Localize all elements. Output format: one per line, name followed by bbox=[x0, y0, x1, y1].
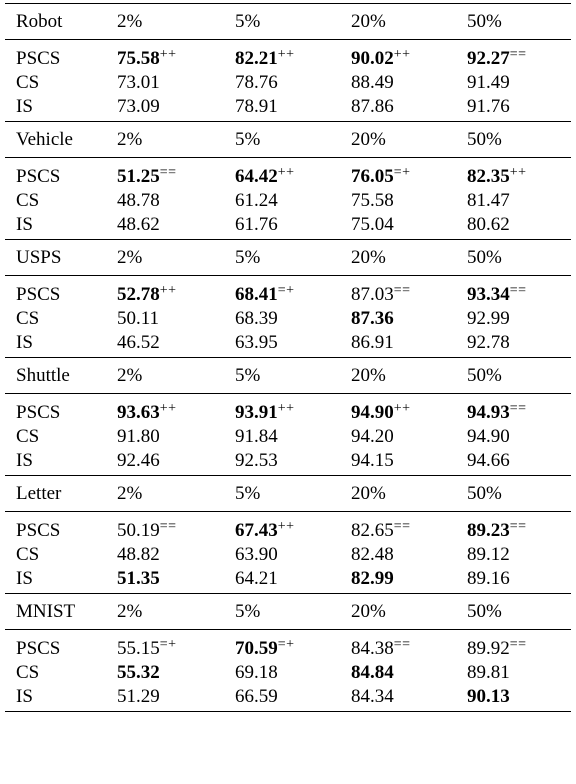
column-header: 50% bbox=[467, 601, 502, 622]
column-header: 2% bbox=[117, 247, 143, 268]
value-cell bbox=[231, 402, 349, 422]
table-row bbox=[5, 330, 571, 354]
column-header: 50% bbox=[467, 365, 502, 386]
cell-value: 67.43 bbox=[235, 520, 278, 541]
column-header: 2% bbox=[117, 11, 143, 32]
cell-value: 92.53 bbox=[235, 449, 278, 471]
method-name: IS bbox=[16, 449, 33, 471]
value-cell bbox=[349, 569, 467, 588]
value-cell bbox=[467, 97, 571, 116]
dataset-name: Robot bbox=[16, 11, 63, 32]
significance-marker: ++ bbox=[277, 47, 295, 62]
column-header: 20% bbox=[351, 483, 386, 504]
column-header: 20% bbox=[351, 247, 386, 268]
cell-value: 87.36 bbox=[351, 307, 394, 329]
cell-value: 84.38 bbox=[351, 638, 394, 659]
table-row bbox=[5, 46, 571, 70]
value-cell bbox=[113, 569, 231, 588]
section-header-row bbox=[5, 122, 571, 158]
significance-marker: == bbox=[509, 401, 527, 416]
significance-marker: ++ bbox=[277, 519, 295, 534]
cell-value: 92.78 bbox=[467, 331, 510, 353]
cell-value: 63.95 bbox=[235, 331, 278, 353]
value-cell bbox=[349, 663, 467, 682]
value-cell bbox=[231, 638, 349, 658]
value-cell bbox=[467, 520, 571, 540]
table-row bbox=[5, 636, 571, 660]
cell-value: 69.18 bbox=[235, 661, 278, 683]
value-cell bbox=[113, 402, 231, 422]
cell-value: 84.34 bbox=[351, 685, 394, 707]
method-name: IS bbox=[16, 213, 33, 235]
cell-value: 94.93 bbox=[467, 402, 510, 423]
value-cell bbox=[231, 284, 349, 304]
value-cell bbox=[113, 545, 231, 564]
value-cell bbox=[467, 333, 571, 352]
dataset-section bbox=[5, 240, 571, 358]
cell-value: 93.91 bbox=[235, 402, 278, 423]
value-cell bbox=[467, 284, 571, 304]
value-cell bbox=[113, 427, 231, 446]
cell-value: 64.42 bbox=[235, 166, 278, 187]
cell-value: 55.32 bbox=[117, 661, 160, 683]
cell-value: 87.86 bbox=[351, 95, 394, 117]
dataset-section bbox=[5, 4, 571, 122]
cell-value: 73.09 bbox=[117, 95, 160, 117]
value-cell bbox=[231, 215, 349, 234]
cell-value: 94.90 bbox=[467, 425, 510, 447]
cell-value: 94.20 bbox=[351, 425, 394, 447]
cell-value: 75.58 bbox=[117, 48, 160, 69]
value-cell bbox=[113, 638, 231, 658]
table-row bbox=[5, 400, 571, 424]
column-header: 5% bbox=[235, 601, 261, 622]
column-header: 5% bbox=[235, 129, 261, 150]
table-row bbox=[5, 518, 571, 542]
significance-marker: =+ bbox=[393, 165, 411, 180]
value-cell bbox=[349, 309, 467, 328]
cell-value: 89.23 bbox=[467, 520, 510, 541]
value-cell bbox=[467, 663, 571, 682]
cell-value: 78.91 bbox=[235, 95, 278, 117]
column-header: 5% bbox=[235, 483, 261, 504]
value-cell bbox=[231, 97, 349, 116]
value-cell bbox=[231, 545, 349, 564]
value-cell bbox=[113, 191, 231, 210]
cell-value: 90.02 bbox=[351, 48, 394, 69]
method-name: CS bbox=[16, 425, 40, 447]
value-cell bbox=[113, 97, 231, 116]
dataset-section bbox=[5, 594, 571, 711]
value-cell bbox=[113, 451, 231, 470]
section-body bbox=[5, 512, 571, 593]
cell-value: 89.81 bbox=[467, 661, 510, 683]
value-cell bbox=[467, 569, 571, 588]
significance-marker: =+ bbox=[159, 637, 177, 652]
cell-value: 61.76 bbox=[235, 213, 278, 235]
section-body bbox=[5, 394, 571, 475]
cell-value: 89.92 bbox=[467, 638, 510, 659]
method-name: PSCS bbox=[16, 519, 61, 541]
method-name: IS bbox=[16, 567, 33, 589]
cell-value: 48.78 bbox=[117, 189, 160, 211]
value-cell bbox=[349, 687, 467, 706]
cell-value: 66.59 bbox=[235, 685, 278, 707]
value-cell bbox=[349, 427, 467, 446]
cell-value: 82.35 bbox=[467, 166, 510, 187]
cell-value: 63.90 bbox=[235, 543, 278, 565]
value-cell bbox=[231, 427, 349, 446]
value-cell bbox=[467, 73, 571, 92]
significance-marker: == bbox=[393, 637, 411, 652]
value-cell bbox=[113, 166, 231, 186]
cell-value: 89.12 bbox=[467, 543, 510, 565]
value-cell bbox=[231, 520, 349, 540]
cell-value: 76.05 bbox=[351, 166, 394, 187]
table-row bbox=[5, 448, 571, 472]
column-header: 5% bbox=[235, 11, 261, 32]
value-cell bbox=[113, 520, 231, 540]
value-cell bbox=[349, 191, 467, 210]
cell-value: 91.49 bbox=[467, 71, 510, 93]
dataset-section bbox=[5, 358, 571, 476]
method-name: CS bbox=[16, 71, 40, 93]
significance-marker: == bbox=[159, 519, 177, 534]
method-name: PSCS bbox=[16, 283, 61, 305]
significance-marker: ++ bbox=[393, 47, 411, 62]
value-cell bbox=[231, 191, 349, 210]
method-name: IS bbox=[16, 331, 33, 353]
significance-marker: ++ bbox=[159, 47, 177, 62]
cell-value: 91.84 bbox=[235, 425, 278, 447]
value-cell bbox=[467, 215, 571, 234]
cell-value: 93.63 bbox=[117, 402, 160, 423]
cell-value: 92.27 bbox=[467, 48, 510, 69]
value-cell bbox=[231, 48, 349, 68]
value-cell bbox=[467, 166, 571, 186]
dataset-section bbox=[5, 122, 571, 240]
method-name: CS bbox=[16, 661, 40, 683]
method-name: CS bbox=[16, 543, 40, 565]
column-header: 20% bbox=[351, 129, 386, 150]
significance-marker: ++ bbox=[509, 165, 527, 180]
significance-marker: == bbox=[509, 283, 527, 298]
cell-value: 51.35 bbox=[117, 567, 160, 589]
cell-value: 51.29 bbox=[117, 685, 160, 707]
cell-value: 48.62 bbox=[117, 213, 160, 235]
cell-value: 80.62 bbox=[467, 213, 510, 235]
value-cell bbox=[349, 215, 467, 234]
dataset-name: USPS bbox=[16, 247, 62, 268]
column-header: 20% bbox=[351, 11, 386, 32]
cell-value: 78.76 bbox=[235, 71, 278, 93]
section-header-row bbox=[5, 240, 571, 276]
dataset-name: MNIST bbox=[16, 601, 76, 622]
dataset-name: Shuttle bbox=[16, 365, 70, 386]
value-cell bbox=[113, 48, 231, 68]
table-row bbox=[5, 94, 571, 118]
value-cell bbox=[231, 73, 349, 92]
value-cell bbox=[113, 73, 231, 92]
cell-value: 75.58 bbox=[351, 189, 394, 211]
value-cell bbox=[349, 520, 467, 540]
method-name: CS bbox=[16, 307, 40, 329]
cell-value: 55.15 bbox=[117, 638, 160, 659]
table-row bbox=[5, 306, 571, 330]
significance-marker: ++ bbox=[159, 401, 177, 416]
table-row bbox=[5, 660, 571, 684]
value-cell bbox=[113, 333, 231, 352]
table-row bbox=[5, 542, 571, 566]
dataset-name: Vehicle bbox=[16, 129, 73, 150]
method-name: PSCS bbox=[16, 401, 61, 423]
table-row bbox=[5, 684, 571, 708]
column-header: 50% bbox=[467, 247, 502, 268]
section-body bbox=[5, 276, 571, 357]
cell-value: 91.76 bbox=[467, 95, 510, 117]
table-row bbox=[5, 164, 571, 188]
value-cell bbox=[349, 402, 467, 422]
significance-marker: ++ bbox=[277, 165, 295, 180]
cell-value: 82.48 bbox=[351, 543, 394, 565]
significance-marker: == bbox=[159, 165, 177, 180]
significance-marker: ++ bbox=[393, 401, 411, 416]
table-row bbox=[5, 212, 571, 236]
significance-marker: ++ bbox=[159, 283, 177, 298]
value-cell bbox=[349, 333, 467, 352]
significance-marker: =+ bbox=[277, 637, 295, 652]
value-cell bbox=[349, 73, 467, 92]
value-cell bbox=[113, 687, 231, 706]
section-header-row bbox=[5, 476, 571, 512]
significance-marker: == bbox=[509, 519, 527, 534]
table-row bbox=[5, 424, 571, 448]
cell-value: 87.03 bbox=[351, 284, 394, 305]
value-cell bbox=[113, 309, 231, 328]
method-name: PSCS bbox=[16, 47, 61, 69]
cell-value: 46.52 bbox=[117, 331, 160, 353]
cell-value: 75.04 bbox=[351, 213, 394, 235]
significance-marker: ++ bbox=[277, 401, 295, 416]
cell-value: 51.25 bbox=[117, 166, 160, 187]
column-header: 50% bbox=[467, 129, 502, 150]
section-header-row bbox=[5, 594, 571, 630]
value-cell bbox=[349, 166, 467, 186]
column-header: 5% bbox=[235, 365, 261, 386]
section-header-row bbox=[5, 358, 571, 394]
cell-value: 52.78 bbox=[117, 284, 160, 305]
value-cell bbox=[467, 309, 571, 328]
value-cell bbox=[467, 451, 571, 470]
cell-value: 68.39 bbox=[235, 307, 278, 329]
cell-value: 48.82 bbox=[117, 543, 160, 565]
cell-value: 68.41 bbox=[235, 284, 278, 305]
cell-value: 94.90 bbox=[351, 402, 394, 423]
dataset-name: Letter bbox=[16, 483, 62, 504]
table-row bbox=[5, 282, 571, 306]
cell-value: 82.21 bbox=[235, 48, 278, 69]
significance-marker: == bbox=[509, 47, 527, 62]
value-cell bbox=[231, 687, 349, 706]
value-cell bbox=[113, 663, 231, 682]
value-cell bbox=[467, 545, 571, 564]
method-name: PSCS bbox=[16, 637, 61, 659]
cell-value: 84.84 bbox=[351, 661, 394, 683]
value-cell bbox=[231, 309, 349, 328]
value-cell bbox=[113, 284, 231, 304]
cell-value: 50.11 bbox=[117, 307, 160, 329]
value-cell bbox=[231, 333, 349, 352]
cell-value: 82.65 bbox=[351, 520, 394, 541]
cell-value: 90.13 bbox=[467, 685, 510, 707]
section-body bbox=[5, 158, 571, 239]
cell-value: 93.34 bbox=[467, 284, 510, 305]
cell-value: 89.16 bbox=[467, 567, 510, 589]
value-cell bbox=[231, 663, 349, 682]
section-body bbox=[5, 40, 571, 121]
significance-marker: == bbox=[393, 519, 411, 534]
cell-value: 81.47 bbox=[467, 189, 510, 211]
value-cell bbox=[349, 48, 467, 68]
method-name: IS bbox=[16, 685, 33, 707]
value-cell bbox=[467, 427, 571, 446]
method-name: IS bbox=[16, 95, 33, 117]
value-cell bbox=[467, 191, 571, 210]
value-cell bbox=[349, 97, 467, 116]
method-name: PSCS bbox=[16, 165, 61, 187]
column-header: 2% bbox=[117, 483, 143, 504]
table-row bbox=[5, 188, 571, 212]
value-cell bbox=[113, 215, 231, 234]
column-header: 2% bbox=[117, 365, 143, 386]
cell-value: 92.99 bbox=[467, 307, 510, 329]
value-cell bbox=[349, 284, 467, 304]
table-row bbox=[5, 566, 571, 590]
cell-value: 50.19 bbox=[117, 520, 160, 541]
cell-value: 73.01 bbox=[117, 71, 160, 93]
cell-value: 64.21 bbox=[235, 567, 278, 589]
column-header: 5% bbox=[235, 247, 261, 268]
results-table bbox=[5, 3, 571, 712]
cell-value: 91.80 bbox=[117, 425, 160, 447]
value-cell bbox=[231, 569, 349, 588]
value-cell bbox=[467, 48, 571, 68]
table-row bbox=[5, 70, 571, 94]
column-header: 50% bbox=[467, 483, 502, 504]
value-cell bbox=[231, 451, 349, 470]
method-name: CS bbox=[16, 189, 40, 211]
section-header-row bbox=[5, 4, 571, 40]
column-header: 20% bbox=[351, 365, 386, 386]
significance-marker: =+ bbox=[277, 283, 295, 298]
cell-value: 86.91 bbox=[351, 331, 394, 353]
cell-value: 88.49 bbox=[351, 71, 394, 93]
column-header: 2% bbox=[117, 129, 143, 150]
significance-marker: == bbox=[509, 637, 527, 652]
value-cell bbox=[349, 451, 467, 470]
cell-value: 70.59 bbox=[235, 638, 278, 659]
value-cell bbox=[349, 545, 467, 564]
column-header: 2% bbox=[117, 601, 143, 622]
value-cell bbox=[467, 402, 571, 422]
cell-value: 94.66 bbox=[467, 449, 510, 471]
cell-value: 94.15 bbox=[351, 449, 394, 471]
column-header: 20% bbox=[351, 601, 386, 622]
value-cell bbox=[467, 638, 571, 658]
cell-value: 92.46 bbox=[117, 449, 160, 471]
value-cell bbox=[467, 687, 571, 706]
value-cell bbox=[231, 166, 349, 186]
section-body bbox=[5, 630, 571, 711]
column-header: 50% bbox=[467, 11, 502, 32]
dataset-section bbox=[5, 476, 571, 594]
significance-marker: == bbox=[393, 283, 411, 298]
cell-value: 82.99 bbox=[351, 567, 394, 589]
cell-value: 61.24 bbox=[235, 189, 278, 211]
value-cell bbox=[349, 638, 467, 658]
